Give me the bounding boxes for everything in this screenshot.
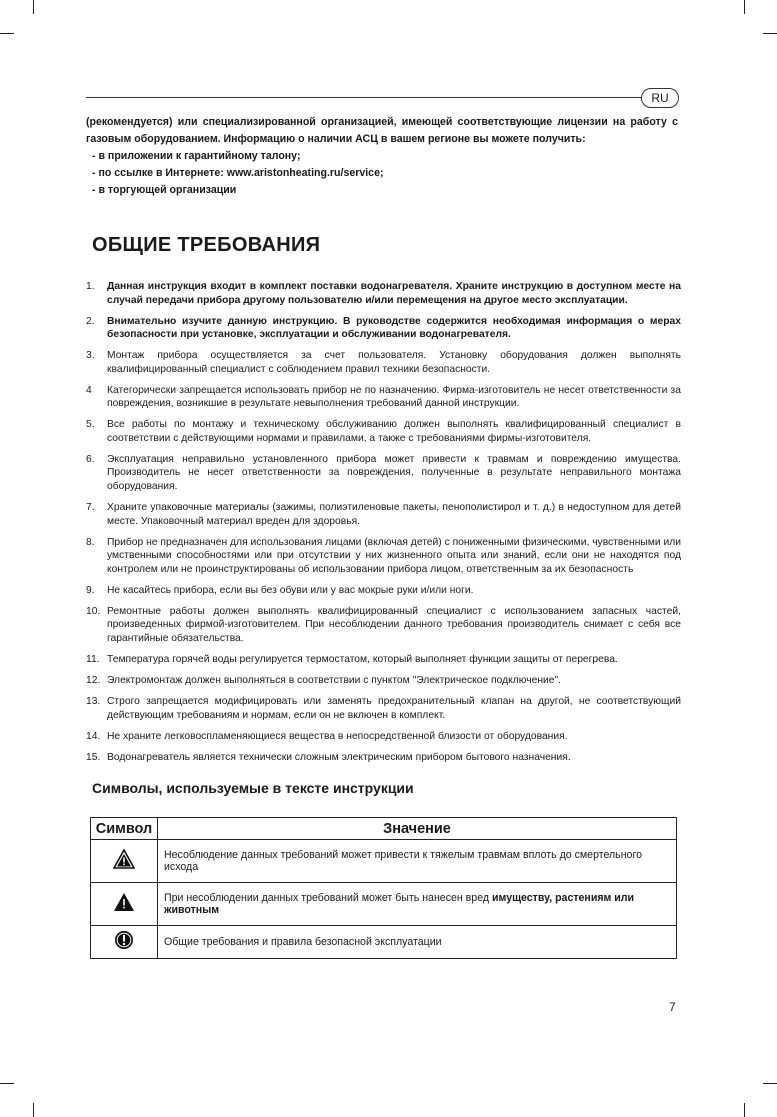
intro-bullet: - в приложении к гарантийному талону;	[92, 150, 301, 162]
description-text: Несоблюдение данных требований может привести к тяжелым травмам вплоть до смертельного исхода	[164, 848, 642, 873]
symbol-description	[158, 926, 677, 959]
item-number: 4	[86, 384, 92, 396]
intro-block	[86, 114, 678, 199]
item-text: Все работы по монтажу и техническому обслуживанию должен выполнять квалифицированный специалист в соответствии с действующими нормами и правилами, а также с требованиями фирмы-изготовителя.	[107, 419, 681, 444]
item-text: Строго запрещается модифицировать или заменять предохранительный клапан на другой, не соответствующий действующим требованиям и нормам, если он не включен в комплект.	[107, 695, 681, 721]
list-item	[86, 418, 681, 445]
intro-bullet: - по ссылке в Интернете: www.aristonheating.ru/service;	[92, 167, 384, 179]
header-meaning: Значение	[158, 818, 677, 840]
item-number: 1.	[86, 281, 95, 292]
table-row	[91, 926, 677, 959]
item-text: Внимательно изучите данную инструкцию. В руководстве содержится необходимая информация о мерах безопасности при установке, эксплуатации и обслуживании водонагревателя.	[107, 315, 681, 341]
item-number: 8.	[86, 536, 95, 548]
crop-mark	[33, 1103, 34, 1117]
item-text: Не храните легковоспламеняющиеся вещества в непосредственной близости от оборудования.	[107, 730, 568, 742]
symbols-table	[90, 817, 677, 959]
item-text: Данная инструкция входит в комплект поставки водонагревателя. Храните инструкцию в доступном месте на случай передачи прибора другому пользователю и/или перемещения на другое место эксплуатации.	[107, 281, 681, 306]
list-item	[86, 605, 681, 646]
item-text: Прибор не предназначен для использования лицами (включая детей) с пониженными физическими, чувственными или умственными способностями или при отсутствии у них жизненного опыта или знаний, если они не находятся под контролем или не проинструктированы об использовании прибора лицом, ответственным за их безопасность	[107, 536, 681, 575]
crop-mark	[763, 1083, 777, 1084]
item-text: Ремонтные работы должен выполнять квалифицированный специалист с использованием запасных частей, произведенных фирмой-изготовителем. При несоблюдении данного требования производитель снимает с себя все гарантийные обязательства.	[107, 605, 681, 644]
item-number: 11.	[86, 653, 100, 665]
list-item	[86, 349, 681, 376]
table-row	[91, 840, 677, 883]
page-number: 7	[669, 1000, 676, 1014]
list-item	[86, 280, 681, 307]
item-number: 3.	[86, 350, 95, 362]
item-text: Водонагреватель является технически сложным электрическим прибором бытового назначения.	[107, 751, 571, 763]
list-item	[86, 674, 681, 688]
item-number: 12.	[86, 674, 101, 686]
language-badge: RU	[641, 88, 679, 108]
intro-bullet: - в торгующей организации	[92, 184, 237, 196]
item-number: 2.	[86, 315, 95, 327]
crop-mark	[763, 33, 777, 34]
intro-paragraph: (рекомендуется) или специализированной организацией, имеющей соответствующие лицензии на работу с газовым оборудованием. Информацию о наличии АСЦ в вашем регионе вы можете получить:	[86, 116, 678, 145]
crop-mark	[0, 1083, 14, 1084]
list-item	[86, 730, 681, 744]
item-number: 9.	[86, 584, 95, 596]
item-number: 14.	[86, 730, 101, 742]
description-emphasis: имуществу, растениям или животным	[164, 891, 635, 916]
item-text: Температура горячей воды регулируется термостатом, который выполняет функции защиты от перегрева.	[107, 653, 618, 665]
item-number: 6.	[86, 453, 95, 465]
header-rule	[86, 97, 642, 98]
section-title: ОБЩИЕ ТРЕБОВАНИЯ	[92, 234, 321, 256]
crop-mark	[744, 1103, 745, 1117]
list-item	[86, 315, 681, 342]
requirements-list	[86, 280, 681, 771]
item-number: 13.	[86, 695, 101, 707]
list-item	[86, 653, 681, 667]
description-text: При несоблюдении данных требований может быть нанесен вред	[164, 891, 492, 904]
item-number: 15.	[86, 751, 101, 763]
item-number: 5.	[86, 419, 95, 431]
warning-outline-icon	[113, 849, 135, 869]
item-text: Эксплуатация неправильно установленного прибора может привести к травмам и повреждению имущества. Производитель не несет ответственности за повреждения, полученные в результате неправильного монтажа оборудования.	[107, 453, 681, 493]
item-number: 7.	[86, 502, 95, 514]
item-text: Храните упаковочные материалы (зажимы, полиэтиленовые пакеты, пенополистирол и т. д.) в недоступном для детей месте. Упаковочный материал вреден для здоровья.	[107, 502, 681, 527]
crop-mark	[33, 0, 34, 14]
symbol-description	[158, 840, 677, 883]
crop-mark	[0, 33, 14, 34]
list-item	[86, 453, 681, 494]
item-number: 10.	[86, 605, 101, 617]
header-symbol: Символ	[91, 818, 158, 840]
list-item	[86, 695, 681, 722]
item-text: Категорически запрещается использовать прибор не по назначению. Фирма-изготовитель не несет ответственности за повреждения, возникшие в результате невыполнения требований данной инструкции.	[107, 384, 681, 410]
item-text: Монтаж прибора осуществляется за счет пользователя. Установку оборудования должен выполнять квалифицированный специалист с соблюдением правил техники безопасности.	[107, 350, 681, 375]
intro-bullets	[86, 148, 678, 199]
item-text: Не касайтесь прибора, если вы без обуви или у вас мокрые руки и/или ноги.	[107, 584, 474, 596]
crop-mark	[744, 0, 745, 14]
warning-filled-icon	[113, 892, 135, 912]
symbols-title: Символы, используемые в тексте инструкции	[92, 780, 414, 796]
symbol-description	[158, 883, 677, 926]
description-text: Общие требования и правила безопасной эксплуатации	[164, 935, 442, 948]
list-item	[86, 584, 681, 598]
table-header-row	[91, 818, 677, 840]
list-item	[86, 501, 681, 528]
item-text: Электромонтаж должен выполняться в соответствии с пунктом "Электрическое подключение".	[107, 674, 562, 686]
list-item	[86, 751, 681, 765]
list-item	[86, 536, 681, 577]
exclamation-circle-icon	[114, 930, 134, 950]
list-item	[86, 384, 681, 411]
table-row	[91, 883, 677, 926]
